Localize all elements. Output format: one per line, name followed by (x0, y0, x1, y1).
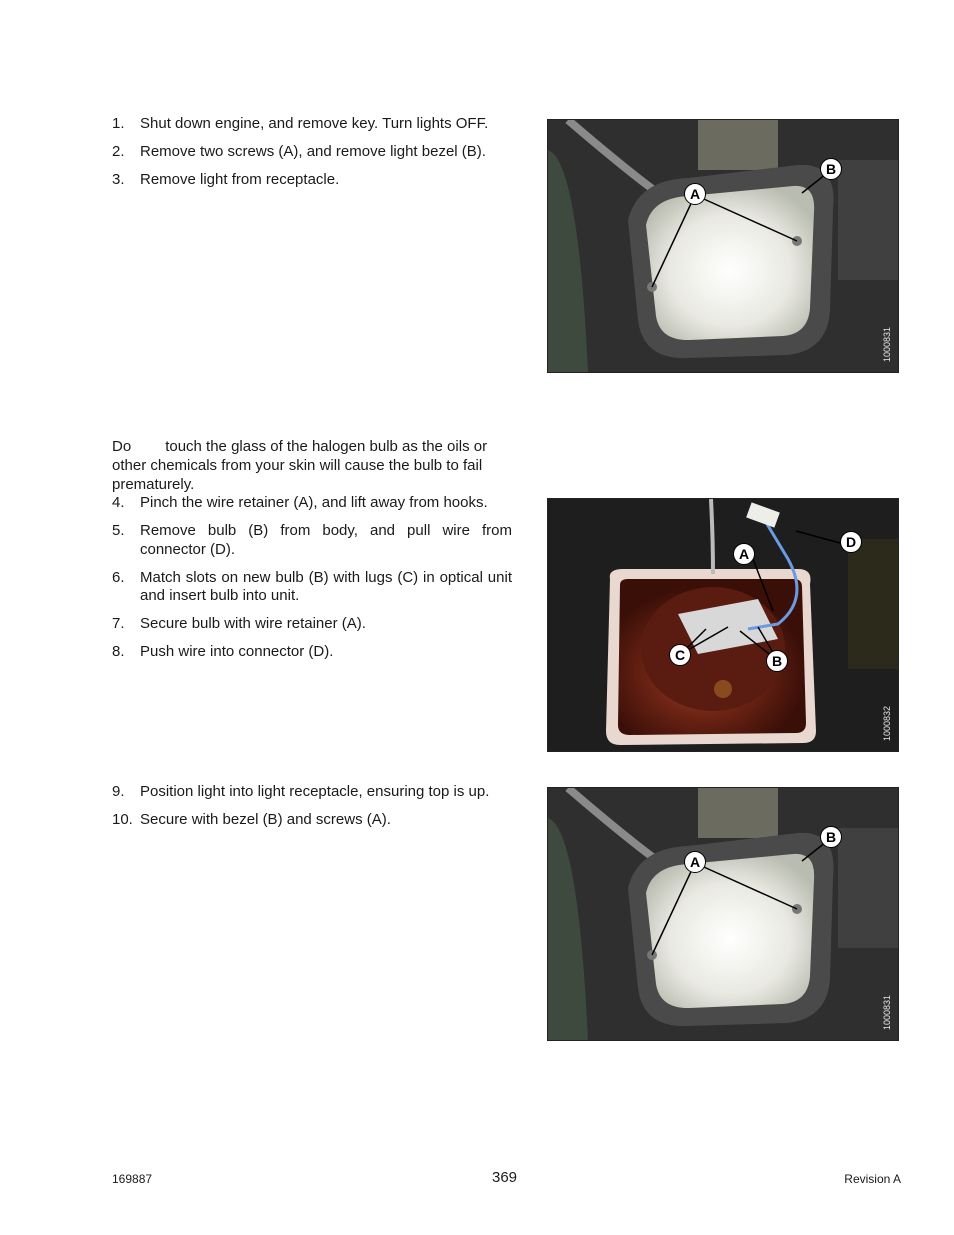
callout-d: D (840, 531, 862, 553)
callout-a: A (684, 851, 706, 873)
step-4: 4. Pinch the wire retainer (A), and lift away from hooks. (112, 494, 488, 511)
step-9: 9. Position light into light receptacle, ensuring top is up. (112, 783, 490, 800)
callout-b: B (766, 650, 788, 672)
callout-b: B (820, 826, 842, 848)
callout-a: A (733, 543, 755, 565)
figure-id: 1000832 (882, 705, 892, 741)
revision-label: Revision A (844, 1172, 901, 1186)
step-10: 10. Secure with bezel (B) and screws (A). (112, 811, 391, 828)
step-2: 2. Remove two screws (A), and remove light bezel (B). (112, 143, 486, 160)
doc-number: 169887 (112, 1172, 153, 1186)
leader-lines-3 (548, 788, 898, 1040)
step-5: 5. Remove bulb (B) from body, and pull wire from connector (D). (112, 522, 512, 558)
figure-id: 1000831 (882, 994, 892, 1030)
steps-reinstall-light (112, 783, 512, 839)
steps-replace-bulb (112, 494, 512, 671)
step-1: 1. Shut down engine, and remove key. Turn lights OFF. (112, 115, 489, 132)
step-8: 8. Push wire into connector (D). (112, 643, 334, 660)
step-6: 6. Match slots on new bulb (B) with lugs (C) in optical unit and insert bulb into unit. (112, 568, 512, 604)
step-3: 3. Remove light from receptacle. (112, 171, 340, 188)
steps-remove-light (112, 115, 512, 199)
leader-lines-1 (548, 120, 898, 372)
figure-headlight-reinstall (547, 787, 899, 1041)
figure-id: 1000831 (882, 326, 892, 362)
page-number: 369 (492, 1169, 518, 1186)
callout-b: B (820, 158, 842, 180)
figure-headlight-bezel (547, 119, 899, 373)
callout-a: A (684, 183, 706, 205)
step-7: 7. Secure bulb with wire retainer (A). (112, 615, 366, 632)
caution-note: Do touch the glass of the halogen bulb as the oils or other chemicals from your skin will cause the bulb to fail prematurely. (112, 438, 488, 493)
callout-c: C (669, 644, 691, 666)
figure-bulb-removal (547, 498, 899, 752)
